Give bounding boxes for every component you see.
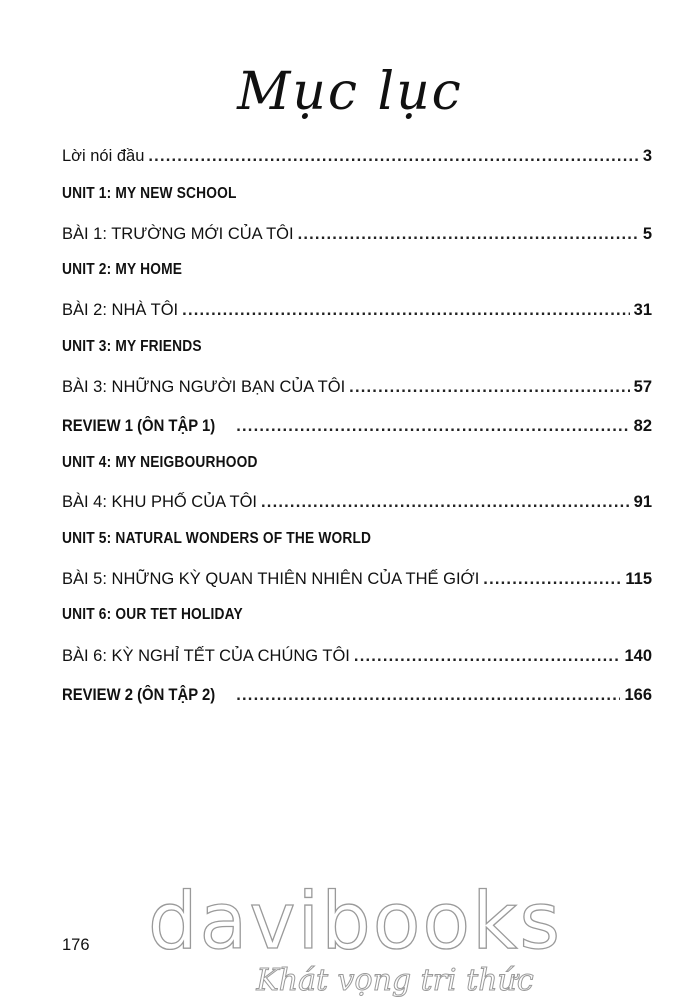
toc-entry-page: 5 [642, 225, 652, 243]
unit-heading-label: UNIT 4: MY NEIGBOURHOOD [62, 454, 258, 471]
dot-leader [354, 641, 621, 671]
toc-entry-bai1[interactable] [62, 219, 652, 249]
unit-heading-5 [62, 524, 652, 554]
toc-entry-bai2[interactable] [62, 295, 652, 325]
unit-heading-4 [62, 448, 652, 478]
toc-entry-label: BÀI 5: NHỮNG KỲ QUAN THIÊN NHIÊN CỦA THẾ GIỚI [62, 570, 480, 588]
toc-entry-label: BÀI 2: NHÀ TÔI [62, 301, 179, 319]
toc-entry-page: 31 [633, 301, 652, 319]
page-number: 176 [62, 936, 90, 954]
unit-heading-3 [62, 332, 652, 362]
toc-entry-label: BÀI 3: NHỮNG NGƯỜI BẠN CỦA TÔI [62, 378, 346, 396]
toc-entry-page: 166 [624, 686, 652, 704]
toc-entry-page: 115 [625, 570, 652, 588]
unit-heading-label: UNIT 1: MY NEW SCHOOL [62, 185, 237, 202]
toc-entry-bai6[interactable] [62, 641, 652, 671]
davibooks-watermark-logo [145, 868, 565, 998]
unit-heading-label: UNIT 5: NATURAL WONDERS OF THE WORLD [62, 530, 372, 547]
unit-heading-label: UNIT 2: MY HOME [62, 261, 183, 278]
unit-heading-6 [62, 600, 652, 630]
toc-entry-page: 57 [633, 378, 652, 396]
unit-heading-1 [62, 179, 652, 209]
toc-entry-label: BÀI 1: TRƯỜNG MỚI CỦA TÔI [62, 225, 294, 243]
dot-leader [261, 487, 630, 517]
page-title: Mục lục [237, 62, 463, 122]
dot-leader [182, 295, 629, 325]
toc-entry-page: 3 [642, 147, 652, 165]
unit-heading-label: UNIT 6: OUR TET HOLIDAY [62, 606, 243, 623]
toc-entry-bai4[interactable] [62, 487, 652, 517]
toc-entry-bai3[interactable] [62, 372, 652, 402]
watermark-tagline: Khát vọng tri thức [256, 963, 534, 998]
toc-entry-bai5[interactable] [62, 564, 652, 594]
unit-heading-2 [62, 255, 652, 285]
toc-entry-label: REVIEW 2 (ÔN TẬP 2) [62, 686, 216, 704]
dot-leader [236, 411, 629, 441]
toc-entry-label: Lời nói đầu [62, 147, 145, 165]
toc-entry-review2[interactable] [62, 680, 652, 710]
watermark-brand: davibooks [148, 877, 562, 967]
unit-heading-label: UNIT 3: MY FRIENDS [62, 338, 202, 355]
toc-entry-label: BÀI 4: KHU PHỐ CỦA TÔI [62, 493, 257, 511]
toc-entry-page: 91 [633, 493, 652, 511]
toc-entry-review1[interactable] [62, 411, 652, 441]
toc-entry-label: BÀI 6: KỲ NGHỈ TẾT CỦA CHÚNG TÔI [62, 647, 350, 665]
dot-leader [483, 564, 621, 594]
dot-leader [148, 141, 638, 171]
toc-entry-intro[interactable] [62, 141, 652, 171]
toc-entry-page: 140 [624, 647, 652, 665]
dot-leader [298, 219, 639, 249]
dot-leader [349, 372, 629, 402]
toc-entry-page: 82 [633, 417, 652, 435]
dot-leader [236, 680, 620, 710]
toc-entry-label: REVIEW 1 (ÔN TẬP 1) [62, 417, 216, 435]
